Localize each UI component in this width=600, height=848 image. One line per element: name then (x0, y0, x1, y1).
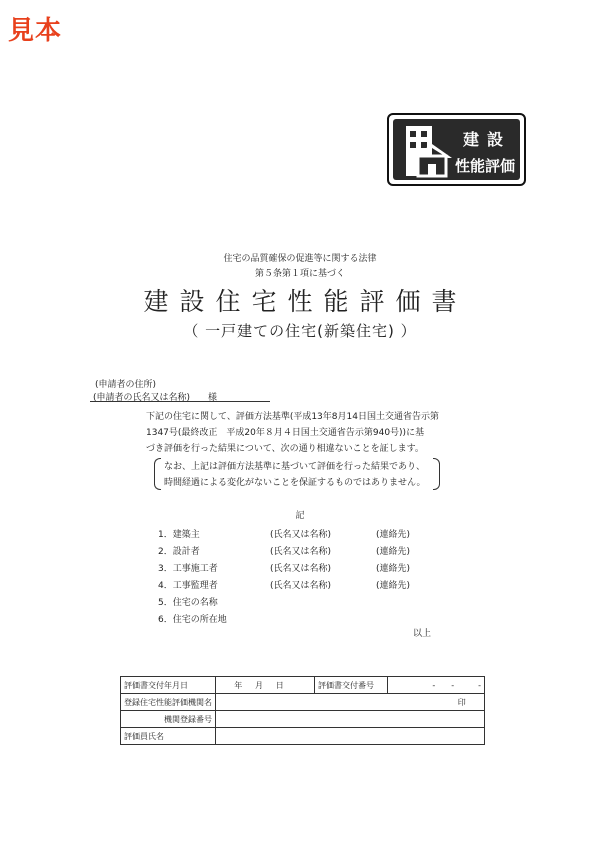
item-label-4: 4．工事監理者 (158, 581, 218, 591)
ijou-end-mark: 以上 (413, 629, 432, 639)
table-row (121, 728, 485, 745)
performance-evaluation-logo (387, 113, 526, 186)
issue-date-field (216, 677, 315, 694)
applicant-address: (申請者の住所) (95, 380, 157, 390)
reg-number-label: 機関登録番号 (121, 711, 216, 728)
body-line-1: 下記の住宅に関して、評価方法基準(平成13年8月14日国土交通省告示第 (146, 412, 439, 422)
ki-heading: 記 (295, 511, 305, 521)
note-line-1: なお、上記は評価方法基準に基づいて評価を行った結果であり、 (164, 462, 426, 472)
year-label: 年 (234, 680, 243, 690)
item-name-1: (氏名又は名称) (270, 530, 332, 540)
org-name-label: 登録住宅性能評価機関名 (121, 694, 216, 711)
item-label-2: 2．設計者 (158, 547, 200, 557)
item-contact-4: (連絡先) (376, 581, 411, 591)
reg-number-field (216, 711, 485, 728)
item-contact-3: (連絡先) (376, 564, 411, 574)
logo-text-performance: 性能評価 (455, 157, 516, 175)
issue-number-field: - - - (388, 677, 485, 694)
body-line-2: 1347号(最終改正 平成20年８月４日国土交通省告示第940号))に基 (146, 428, 425, 438)
item-contact-1: (連絡先) (376, 530, 411, 540)
house-building-icon (396, 122, 454, 180)
law-reference-line2: 第５条第１項に基づく (254, 269, 345, 279)
logo-text-construction: 建設 (463, 130, 512, 149)
applicant-name: (申請者の氏名又は名称) 様 (93, 393, 218, 403)
document-subtitle: （ 一戸建ての住宅(新築住宅) ） (183, 322, 417, 340)
item-label-1: 1．建築主 (158, 530, 200, 540)
item-contact-2: (連絡先) (376, 547, 411, 557)
table-row (121, 694, 485, 711)
day-label: 日 (275, 680, 284, 690)
item-label-6: 6．住宅の所在地 (158, 615, 227, 625)
applicant-underline (90, 401, 270, 402)
month-label: 月 (254, 680, 263, 690)
seal-mark: 印 (457, 697, 466, 707)
evaluator-label: 評価員氏名 (121, 728, 216, 745)
issuance-table (120, 676, 485, 756)
note-bracket-left (154, 458, 161, 490)
issue-date-label: 評価書交付年月日 (121, 677, 216, 694)
law-reference-line1: 住宅の品質確保の促進等に関する法律 (223, 254, 377, 264)
sample-stamp: 見本 (8, 16, 63, 46)
table-row (121, 677, 485, 694)
item-name-2: (氏名又は名称) (270, 547, 332, 557)
note-line-2: 時間経過による変化がないことを保証するものではありません。 (164, 478, 426, 488)
org-name-field (216, 694, 485, 711)
item-label-3: 3．工事施工者 (158, 564, 218, 574)
table-row (121, 711, 485, 728)
item-name-3: (氏名又は名称) (270, 564, 332, 574)
document-title: 建設住宅性能評価書 (143, 287, 468, 316)
issue-number-label: 評価書交付番号 (315, 677, 388, 694)
note-bracket-right (433, 458, 440, 490)
item-label-5: 5．住宅の名称 (158, 598, 218, 608)
body-line-3: づき評価を行った結果について、次の通り相違ないことを証します。 (146, 444, 424, 454)
item-name-4: (氏名又は名称) (270, 581, 332, 591)
evaluator-field (216, 728, 485, 745)
